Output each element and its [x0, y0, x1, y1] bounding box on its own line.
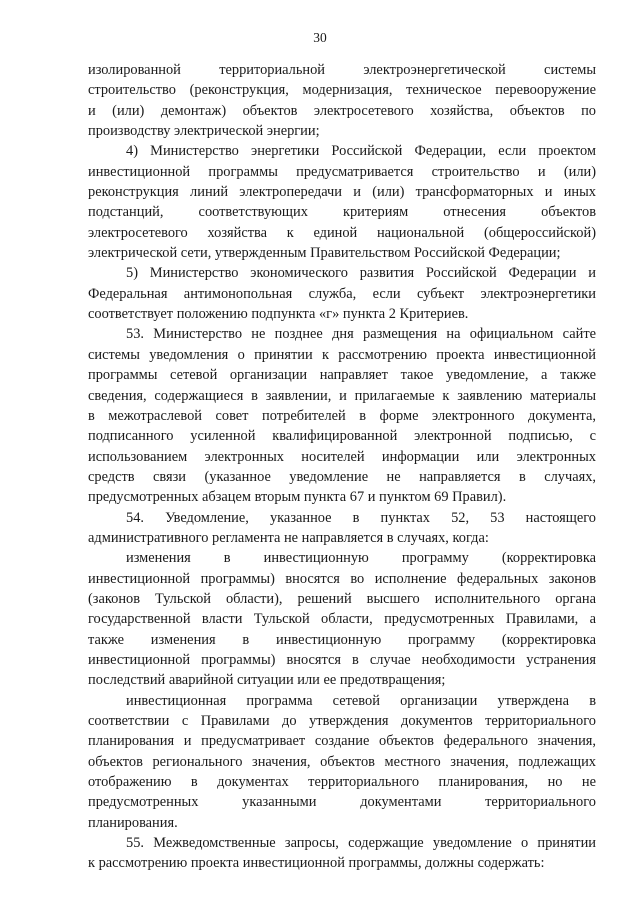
- page-number: 30: [313, 30, 327, 45]
- text-line: соответствует положению подпункта «г» пункта 2 Критериев.: [88, 306, 469, 323]
- text-line: инвестиционная программа сетевой организации утверждена в: [126, 692, 596, 709]
- text-line: Федеральная антимонопольная служба, если субъект электроэнергетики: [88, 285, 596, 302]
- text-line: программы сетевой организации направляет такое уведомление, а также: [88, 367, 596, 384]
- text-line: 55. Межведомственные запросы, содержащие уведомление о принятии: [126, 835, 596, 852]
- paragraph-item-54: [88, 508, 596, 549]
- text-line: сведения, содержащиеся в заявлении, и прилагаемые к заявлению материалы: [88, 387, 596, 404]
- paragraph-case-1: [88, 548, 596, 690]
- text-line: объектов регионального значения, объектов местного значения, подлежащих: [88, 753, 596, 770]
- paragraph-item-55: [88, 833, 596, 874]
- text-line: предусмотренных указанными документами территориального: [88, 794, 596, 811]
- text-line: планирования.: [88, 814, 178, 831]
- text-line: 4) Министерство энергетики Российской Федерации, если проектом: [126, 143, 596, 160]
- text-line: подстанций, соответствующих критериям отнесения объектов: [88, 204, 596, 221]
- text-line: к рассмотрению проекта инвестиционной программы, должны содержать:: [88, 855, 545, 872]
- text-line: электросетевого хозяйства к единой национальной (общероссийской): [88, 224, 596, 241]
- paragraph-item-53: [88, 324, 596, 507]
- text-line: электрической сети, утвержденным Правительством Российской Федерации;: [88, 245, 561, 262]
- text-line: инвестиционной программы) вносятся во исполнение федеральных законов: [88, 570, 596, 587]
- text-line: изолированной территориальной электроэнергетической системы: [88, 62, 596, 78]
- text-line: инвестиционной программы предусматривается строительство и (или): [88, 163, 596, 180]
- text-line: строительство (реконструкция, модернизация, техническое перевооружение: [88, 82, 596, 99]
- text-line: средств связи (указанное уведомление не направляется в случаях,: [88, 468, 596, 485]
- paragraph-item-5: [88, 263, 596, 324]
- text-line: также изменения в инвестиционную программу (корректировка: [88, 631, 596, 648]
- text-line: производству электрической энергии;: [88, 123, 320, 140]
- text-line: соответствии с Правилами до утверждения документов территориального: [88, 713, 596, 729]
- text-line: и (или) демонтаж) объектов электросетевого хозяйства, объектов по: [88, 102, 596, 119]
- paragraph-item-4: [88, 141, 596, 263]
- text-line: использованием электронных носителей информации или электронных: [88, 448, 596, 465]
- text-line: инвестиционной программы) вносятся в случае необходимости устранения: [88, 651, 596, 668]
- text-line: последствий аварийной ситуации или ее предотвращения;: [88, 672, 446, 689]
- text-line: планирования и предусматривает создание объектов федерального значения,: [88, 733, 596, 750]
- text-line: (законов Тульской области), решений высшего исполнительного органа: [88, 590, 596, 607]
- text-line: 53. Министерство не позднее дня размещения на официальном сайте: [126, 326, 596, 343]
- text-line: отображению в документах территориального планирования, но не: [88, 774, 596, 791]
- text-line: 54. Уведомление, указанное в пунктах 52, 53 настоящего: [126, 509, 596, 526]
- page-body: [88, 60, 596, 874]
- text-line: административного регламента не направляется в случаях, когда:: [88, 529, 489, 546]
- text-line: реконструкция линий электропередачи и (или) трансформаторных и иных: [88, 184, 596, 201]
- text-line: государственной власти Тульской области, предусмотренных Правилами, а: [88, 611, 596, 628]
- paragraph-continuation: [88, 60, 596, 141]
- text-line: в межотраслевой совет потребителей в форме электронного документа,: [88, 407, 596, 424]
- text-line: предусмотренных абзацем вторым пункта 67 и пунктом 69 Правил).: [88, 489, 507, 506]
- paragraph-case-2: [88, 691, 596, 833]
- text-line: системы уведомления о принятии к рассмотрению проекта инвестиционной: [88, 346, 596, 363]
- text-line: подписанного усиленной квалифицированной электронной подписью, с: [88, 428, 596, 445]
- text-line: 5) Министерство экономического развития Российской Федерации и: [126, 265, 596, 282]
- text-line: изменения в инвестиционную программу (корректировка: [126, 550, 596, 567]
